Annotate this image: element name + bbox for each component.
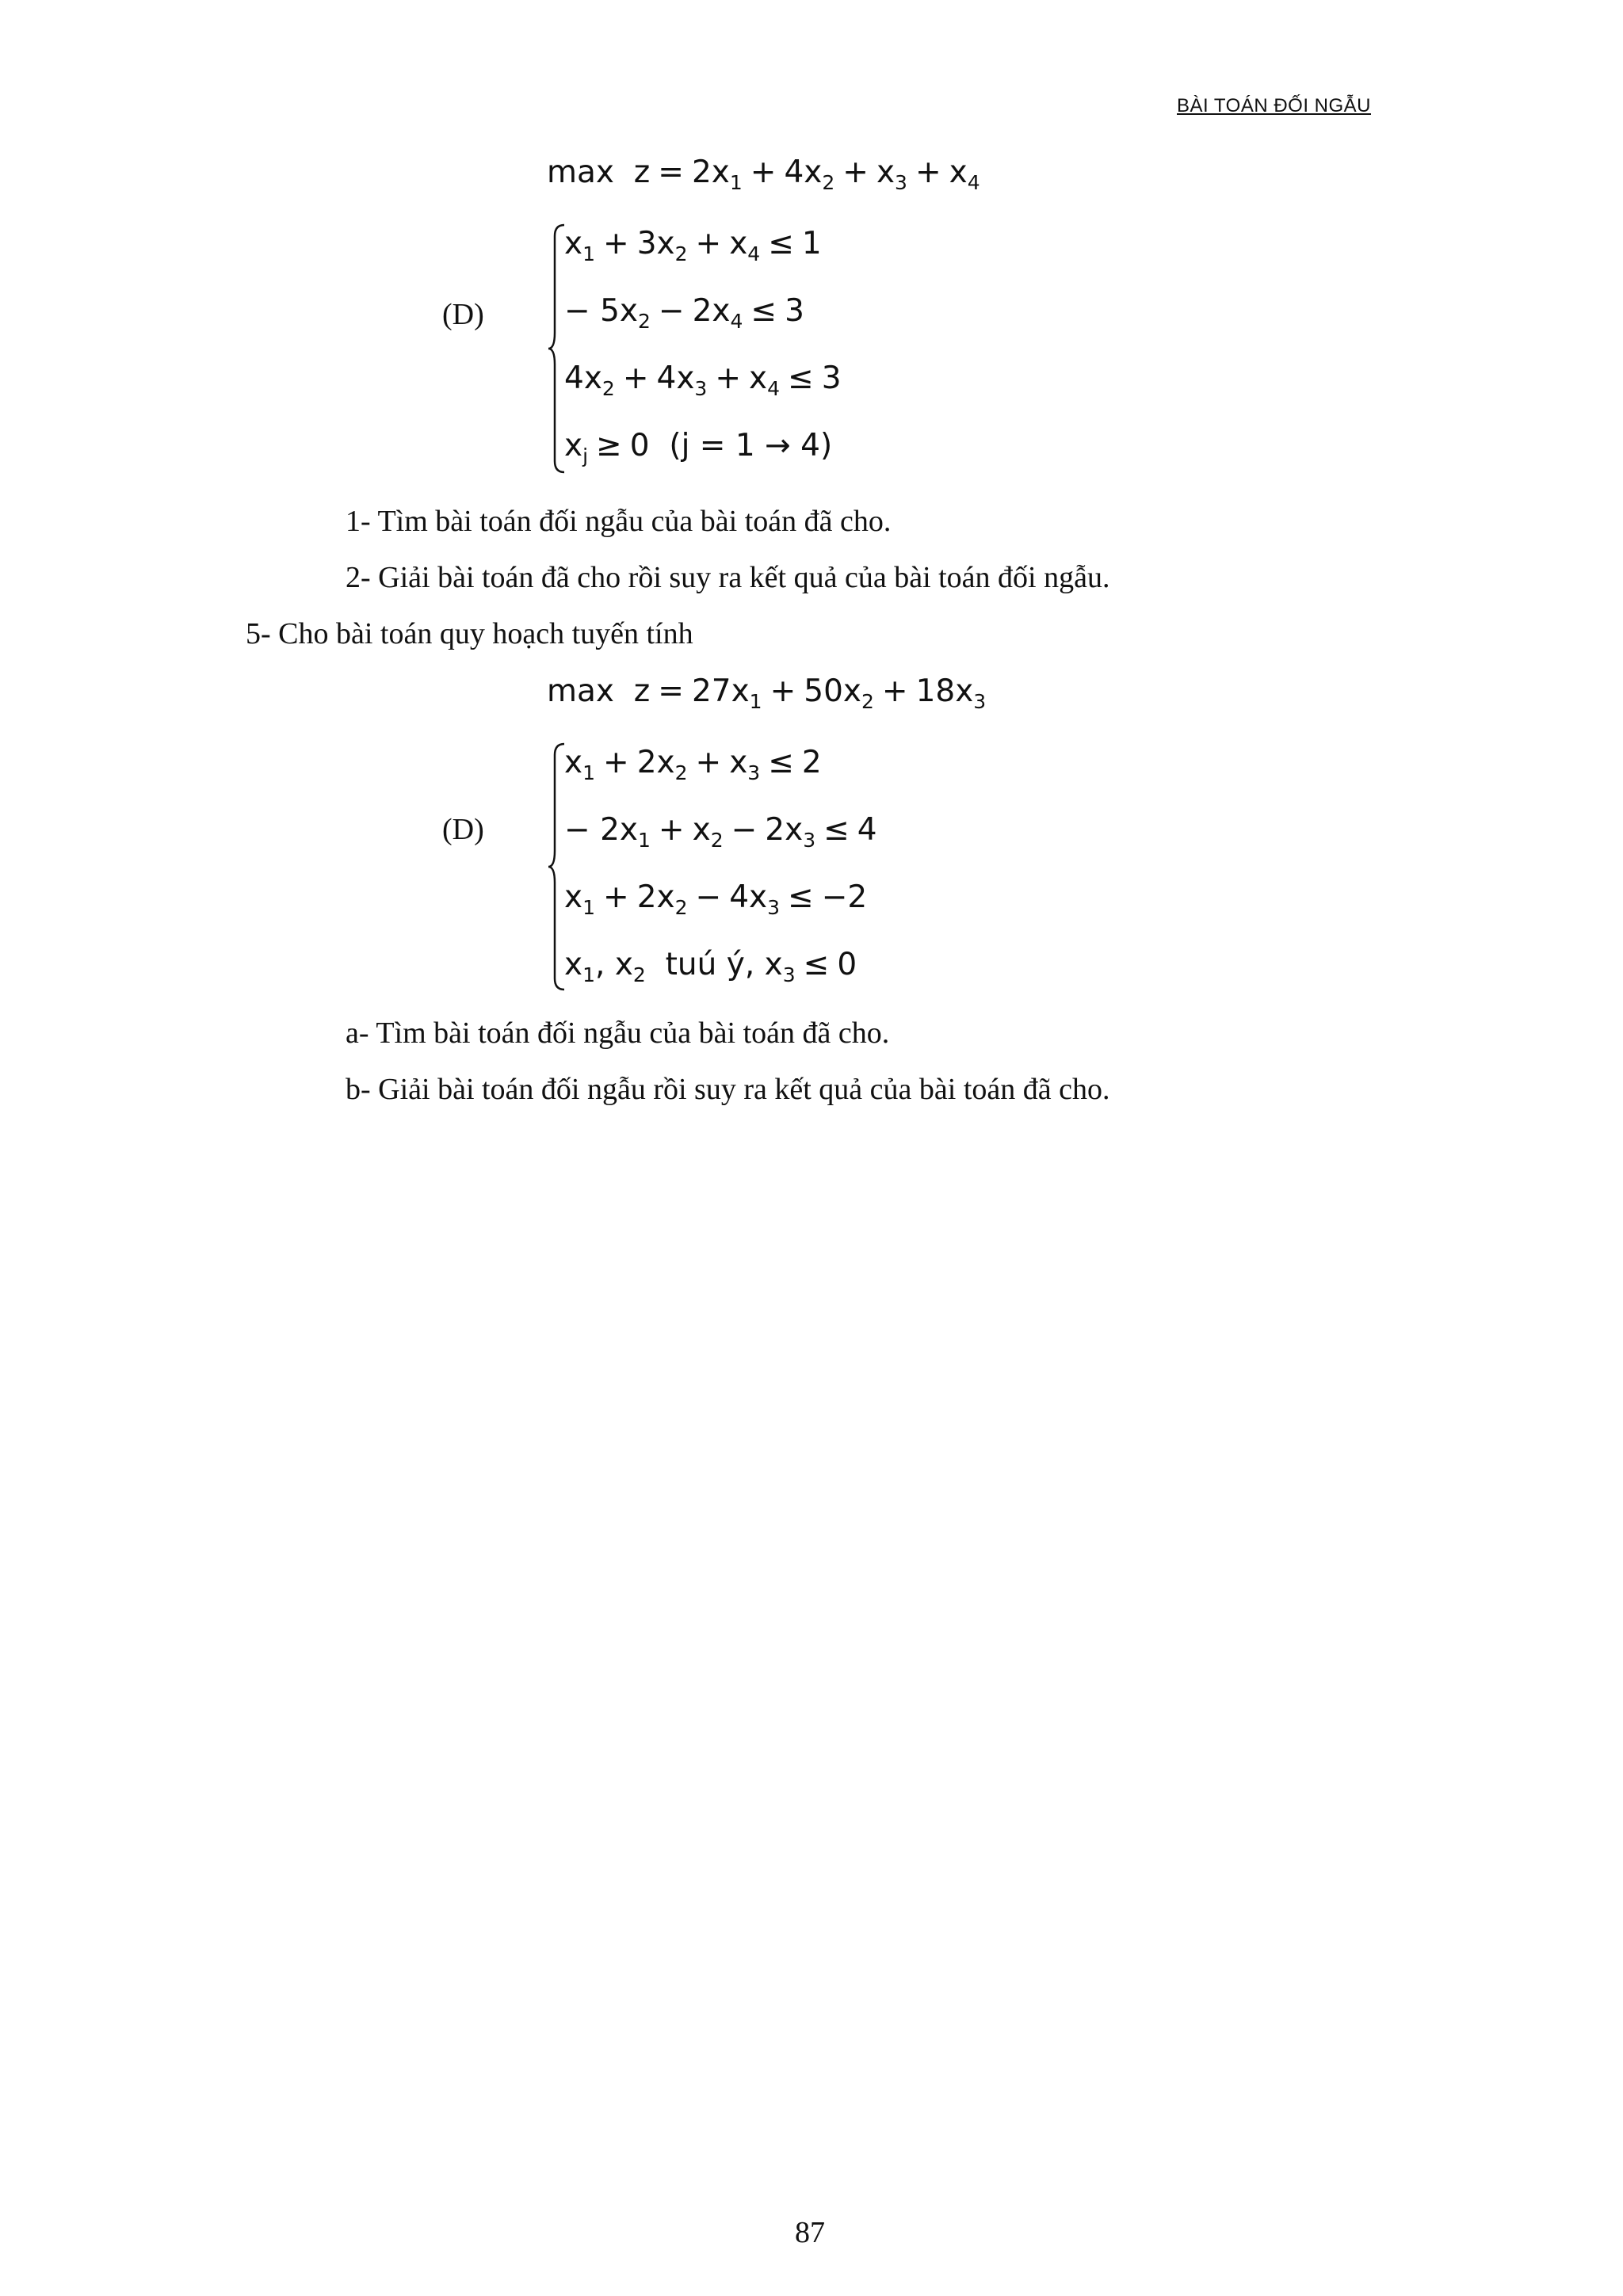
max-keyword: max	[547, 673, 614, 709]
operator: +	[603, 745, 629, 780]
question-1: 1- Tìm bài toán đối ngẫu của bài toán đã cho.	[346, 505, 892, 538]
subscript: 2	[861, 690, 874, 713]
term: x	[564, 428, 583, 463]
term: x	[749, 360, 768, 396]
subscript: 3	[694, 377, 708, 400]
term: 4x	[784, 154, 823, 190]
term: x	[729, 745, 748, 780]
subscript: 2	[632, 963, 646, 986]
subscript: 4	[747, 242, 761, 265]
rhs: 3	[785, 293, 804, 329]
term: 2x	[692, 293, 731, 329]
relation: ≤	[768, 226, 794, 261]
relation: ≤	[768, 745, 794, 780]
term: 2x	[765, 812, 804, 848]
constraint-4	[564, 947, 857, 986]
rhs: 3	[821, 360, 842, 396]
operator: +	[715, 360, 741, 396]
subscript: 1	[749, 690, 762, 713]
term: 4x	[729, 879, 768, 915]
subscript: 1	[638, 829, 651, 852]
index-range: (j = 1 → 4)	[669, 428, 833, 463]
term: x	[564, 879, 583, 915]
term: x	[729, 226, 748, 261]
question-a: a- Tìm bài toán đối ngẫu của bài toán đã cho.	[346, 1016, 890, 1050]
term: 18x	[915, 673, 974, 709]
operator: +	[603, 879, 629, 915]
subscript: 1	[582, 896, 595, 919]
operator: +	[622, 360, 649, 396]
constraint-3	[564, 879, 867, 919]
constraint-4	[564, 428, 832, 467]
term: 2x	[600, 812, 638, 848]
equals-sign: =	[658, 673, 684, 709]
operator: −	[658, 293, 685, 329]
term: 2x	[636, 879, 675, 915]
equals-sign: =	[658, 154, 684, 190]
operator: +	[603, 226, 629, 261]
objective-var: z	[633, 154, 651, 190]
subscript: j	[582, 444, 589, 467]
relation: ≥	[596, 428, 622, 463]
term: 5x	[600, 293, 638, 329]
term: x	[564, 745, 583, 780]
constraint-2	[564, 812, 877, 852]
separator: ,	[595, 947, 605, 982]
subscript: 1	[582, 242, 595, 265]
relation: ≤	[788, 879, 814, 915]
system-label-1: (D)	[442, 298, 484, 331]
term: 4x	[564, 360, 602, 396]
constraint-1	[564, 745, 822, 784]
page-number: 87	[795, 2216, 825, 2249]
running-header: BÀI TOÁN ĐỐI NGẪU	[1177, 95, 1371, 116]
max-keyword: max	[547, 154, 614, 190]
constraint-1	[564, 226, 822, 265]
subscript: 2	[638, 310, 651, 333]
free-variable-note: tuú ý,	[665, 947, 755, 982]
operator: +	[915, 154, 941, 190]
relation: ≤	[750, 293, 777, 329]
operator: +	[842, 154, 869, 190]
constraint-2	[564, 293, 804, 333]
term: x	[614, 947, 633, 982]
term: 3x	[636, 226, 675, 261]
term: 4x	[656, 360, 695, 396]
rhs: 4	[857, 812, 877, 848]
term: 50x	[804, 673, 861, 709]
term: x	[876, 154, 896, 190]
subscript: 4	[767, 377, 780, 400]
subscript: 4	[967, 171, 980, 194]
term: x	[949, 154, 968, 190]
rhs: 0	[629, 428, 650, 463]
operator: +	[695, 226, 722, 261]
subscript: 2	[674, 761, 688, 784]
subscript: 1	[729, 171, 743, 194]
question-b: b- Giải bài toán đối ngẫu rồi suy ra kết quả của bài toán đã cho.	[346, 1073, 1110, 1106]
subscript: 4	[730, 310, 743, 333]
operator: −	[695, 879, 722, 915]
problem-5-intro: 5- Cho bài toán quy hoạch tuyến tính	[246, 617, 693, 650]
term: 2x	[691, 154, 730, 190]
constraint-3	[564, 360, 842, 400]
rhs: 2	[801, 745, 822, 780]
term: x	[764, 947, 783, 982]
operator: +	[769, 673, 796, 709]
subscript: 3	[747, 761, 761, 784]
subscript: 3	[782, 963, 796, 986]
term: 27x	[691, 673, 750, 709]
subscript: 3	[895, 171, 907, 194]
operator: −	[731, 812, 758, 848]
relation: ≤	[803, 947, 830, 982]
rhs: 1	[801, 226, 822, 261]
subscript: 1	[582, 761, 595, 784]
objective-var: z	[633, 673, 651, 709]
operator: +	[695, 745, 722, 780]
objective-function-5	[547, 673, 986, 713]
subscript: 2	[710, 829, 724, 852]
term: 2x	[636, 745, 675, 780]
subscript: 3	[973, 690, 987, 713]
term: x	[692, 812, 711, 848]
relation: ≤	[788, 360, 814, 396]
subscript: 2	[674, 242, 688, 265]
operator: −	[564, 812, 590, 848]
subscript: 2	[674, 896, 688, 919]
system-label-5: (D)	[442, 813, 484, 846]
subscript: 3	[803, 829, 816, 852]
subscript: 2	[601, 377, 615, 400]
operator: +	[881, 673, 908, 709]
rhs: −2	[821, 879, 868, 915]
rhs: 0	[837, 947, 857, 982]
operator: +	[658, 812, 685, 848]
relation: ≤	[823, 812, 850, 848]
objective-function-1	[547, 154, 980, 194]
subscript: 3	[767, 896, 780, 919]
question-2: 2- Giải bài toán đã cho rồi suy ra kết quả của bài toán đối ngẫu.	[346, 561, 1110, 594]
operator: +	[750, 154, 777, 190]
term: x	[564, 947, 583, 982]
subscript: 1	[582, 963, 595, 986]
operator: −	[564, 293, 590, 329]
subscript: 2	[822, 171, 835, 194]
term: x	[564, 226, 583, 261]
